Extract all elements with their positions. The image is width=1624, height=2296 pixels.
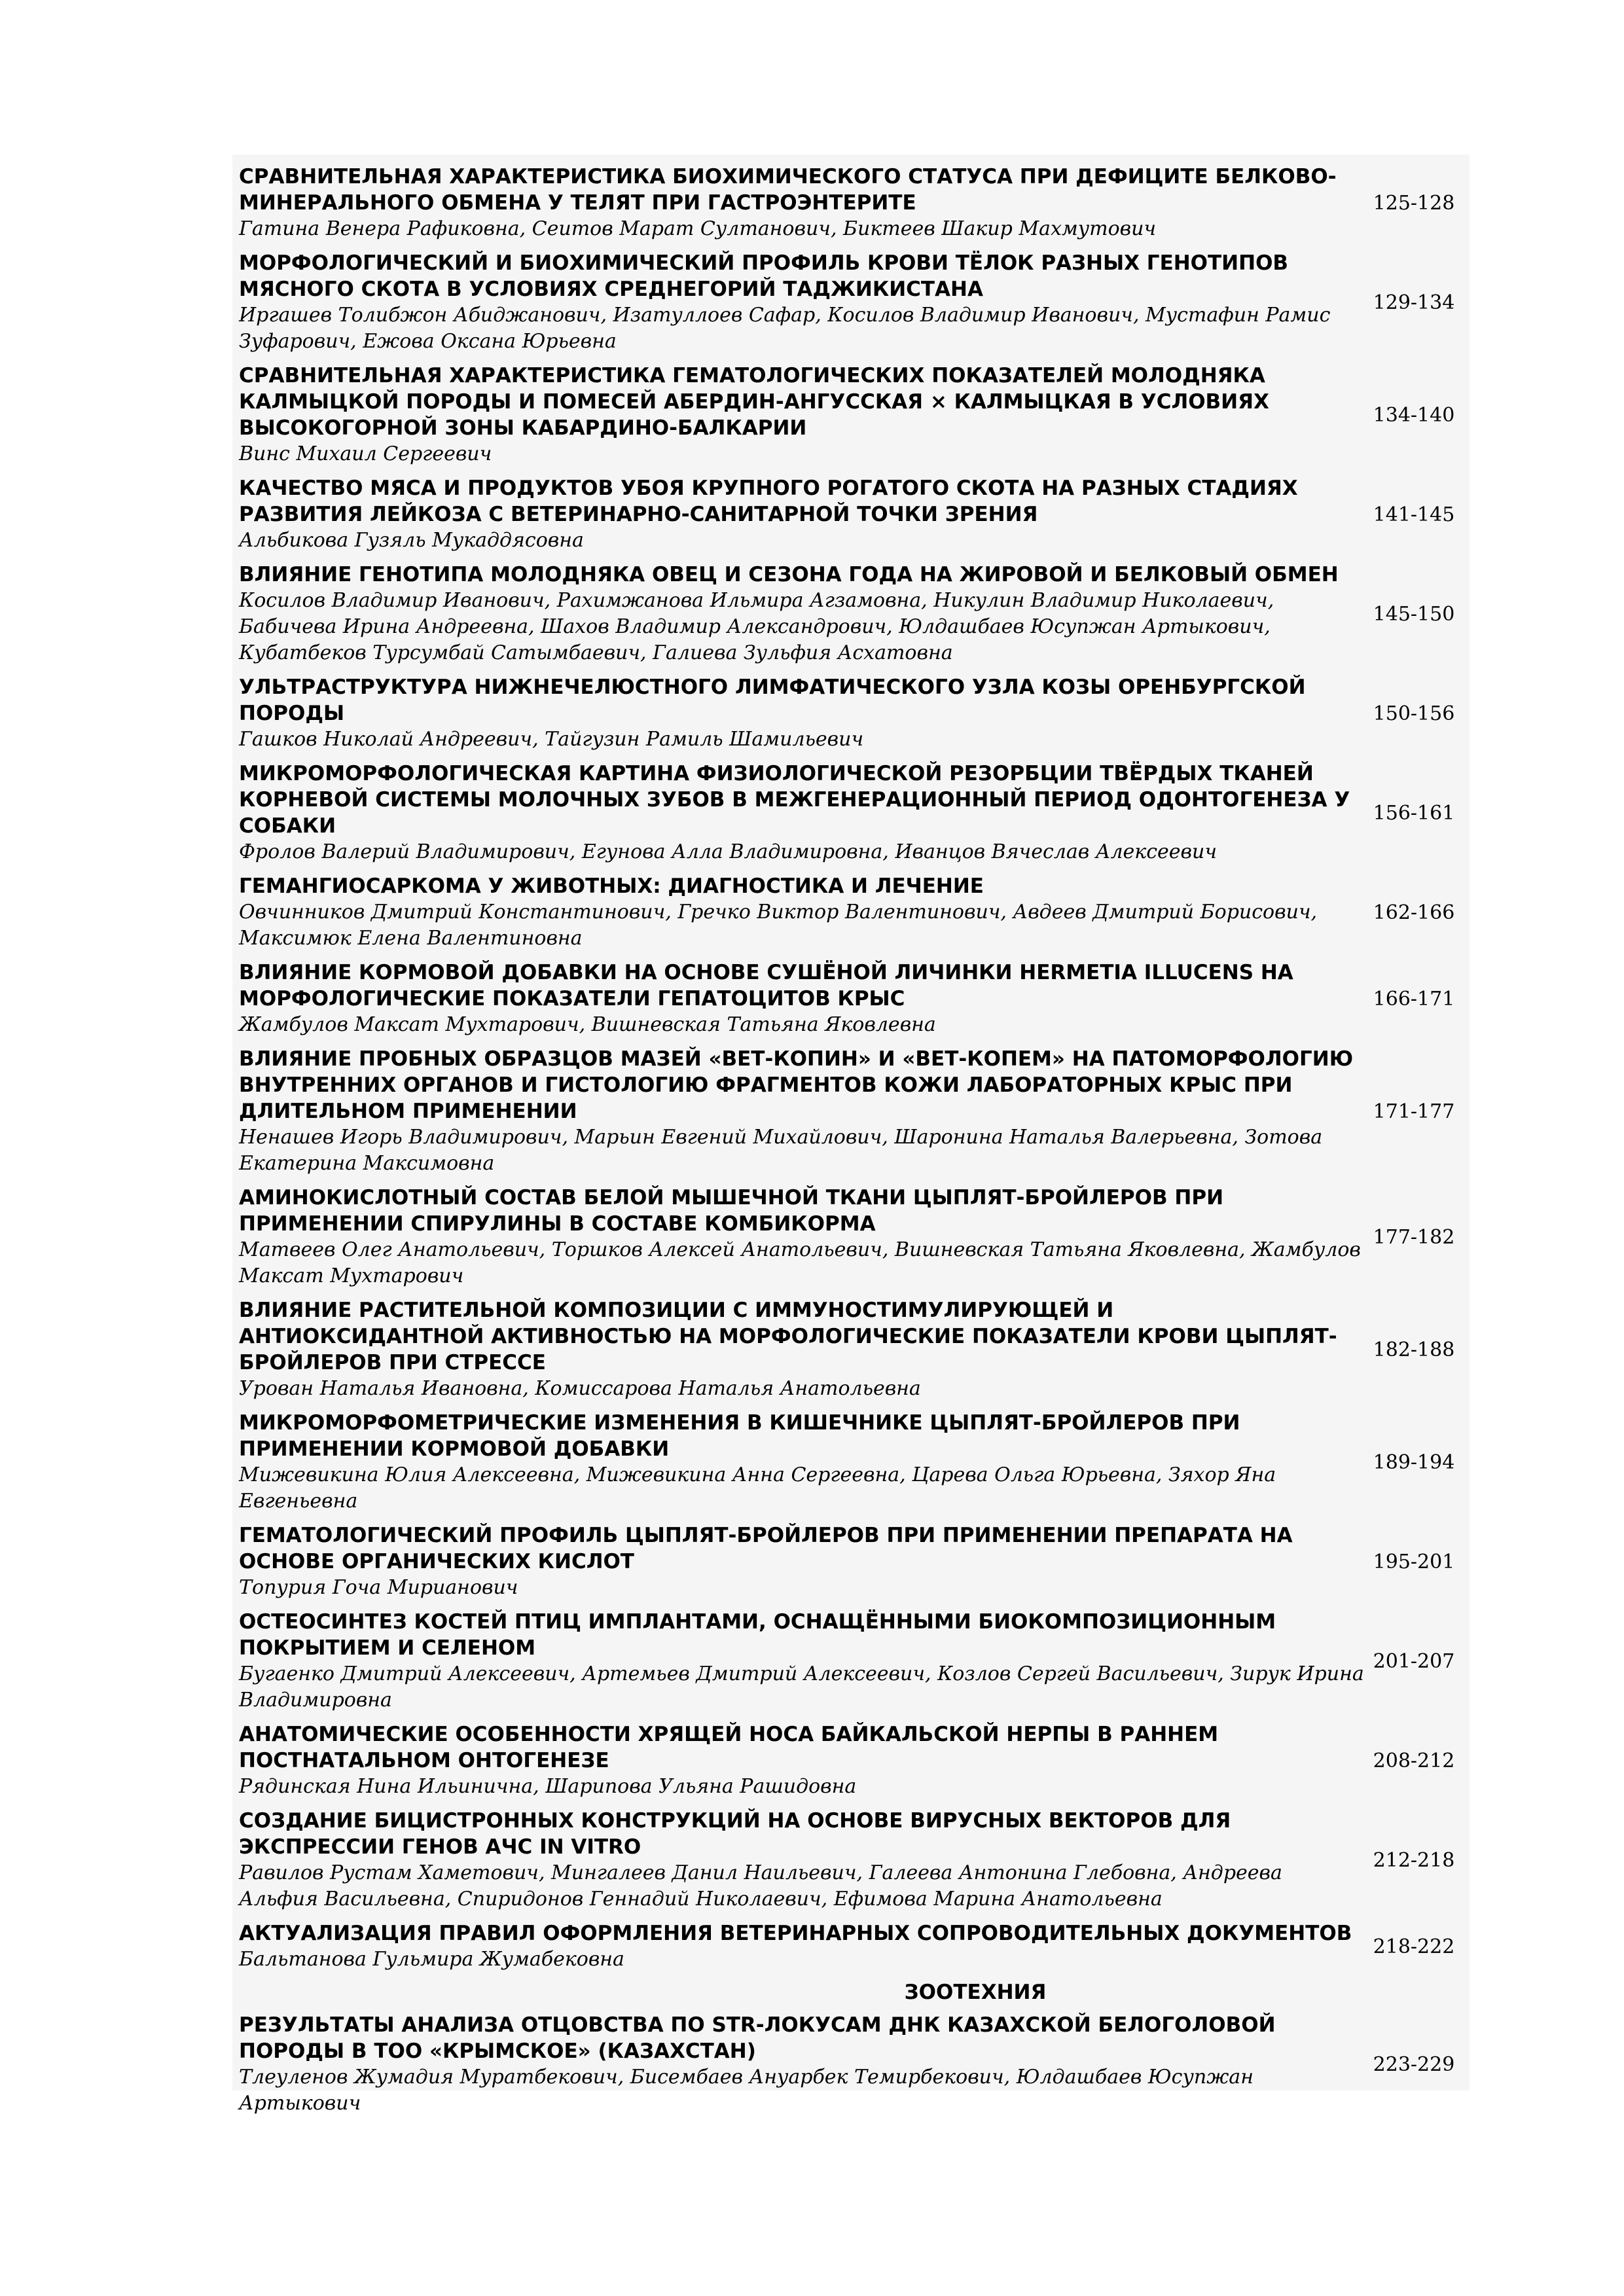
article-title: ВЛИЯНИЕ РАСТИТЕЛЬНОЙ КОМПОЗИЦИИ С ИММУНОСТИМУЛИРУЮЩЕЙ И АНТИОКСИДАНТНОЙ АКТИВНОСТЬЮ НА МОРФОЛОГИЧЕСКИЕ ПОКАЗАТЕЛИ КРОВИ ЦЫПЛЯТ-БРОЙЛЕРОВ ПРИ СТРЕССЕ (239, 1299, 1337, 1374)
section-entries (239, 2012, 1463, 2117)
article-authors: Иргашев Толибжон Абиджанович, Изатуллоев Сафар, Косилов Владимир Иванович, Мустафин Рамис Зуфарович, Ежова Оксана Юрьевна (239, 304, 1331, 353)
page-range: 162-166 (1373, 901, 1455, 924)
toc-entry (239, 475, 1463, 554)
toc-entry-text (239, 1808, 1365, 1912)
toc-entry-text (239, 960, 1365, 1038)
article-authors: Альбикова Гузяль Мукаддясовна (239, 529, 584, 552)
toc-entry-text (239, 1297, 1365, 1402)
article-title: КАЧЕСТВО МЯСА И ПРОДУКТОВ УБОЯ КРУПНОГО РОГАТОГО СКОТА НА РАЗНЫХ СТАДИЯХ РАЗВИТИЯ ЛЕЙКОЗА С ВЕТЕРИНАРНО-САНИТАРНОЙ ТОЧКИ ЗРЕНИЯ (239, 476, 1298, 526)
toc-entry-text (239, 674, 1365, 753)
article-title: АМИНОКИСЛОТНЫЙ СОСТАВ БЕЛОЙ МЫШЕЧНОЙ ТКАНИ ЦЫПЛЯТ-БРОЙЛЕРОВ ПРИ ПРИМЕНЕНИИ СПИРУЛИНЫ В СОСТАВЕ КОМБИКОРМА (239, 1186, 1224, 1236)
page-range: 150-156 (1373, 702, 1455, 725)
article-authors: Фролов Валерий Владимирович, Егунова Алла Владимировна, Иванцов Вячеслав Алексеевич (239, 840, 1217, 863)
toc-entry (239, 562, 1463, 666)
toc-entry (239, 761, 1463, 865)
toc-entry (239, 1920, 1463, 1973)
page-range: 141-145 (1373, 503, 1455, 526)
toc-entry-text (239, 475, 1365, 554)
article-authors: Топурия Гоча Мирианович (239, 1576, 518, 1599)
page-range: 201-207 (1373, 1649, 1455, 1673)
page-range: 195-201 (1373, 1550, 1455, 1573)
page-range: 212-218 (1373, 1848, 1455, 1872)
toc-entry-text (239, 873, 1365, 952)
toc-entry-text (239, 164, 1365, 242)
toc-entry-text (239, 1185, 1365, 1289)
toc-entry-text (239, 363, 1365, 467)
page-range: 208-212 (1373, 1749, 1455, 1772)
article-authors: Тлеуленов Жумадия Муратбекович, Бисембаев Ануарбек Темирбекович, Юлдашбаев Юсупжан Артыкович (239, 2066, 1254, 2115)
toc-entry (239, 1297, 1463, 1402)
toc-entry (239, 1808, 1463, 1912)
page-range: 177-182 (1373, 1225, 1455, 1249)
page-range: 171-177 (1373, 1100, 1455, 1123)
article-title: МИКРОМОРФОМЕТРИЧЕСКИЕ ИЗМЕНЕНИЯ В КИШЕЧНИКЕ ЦЫПЛЯТ-БРОЙЛЕРОВ ПРИ ПРИМЕНЕНИИ КОРМОВОЙ ДОБАВКИ (239, 1411, 1240, 1461)
article-authors: Винс Михаил Сергеевич (239, 442, 492, 465)
table-of-contents (239, 164, 1463, 2125)
article-title: ГЕМАТОЛОГИЧЕСКИЙ ПРОФИЛЬ ЦЫПЛЯТ-БРОЙЛЕРОВ ПРИ ПРИМЕНЕНИИ ПРЕПАРАТА НА ОСНОВЕ ОРГАНИЧЕСКИХ КИСЛОТ (239, 1524, 1293, 1573)
page-range: 129-134 (1373, 291, 1455, 314)
article-authors: Жамбулов Максат Мухтарович, Вишневская Татьяна Яковлевна (239, 1013, 936, 1036)
toc-entry-text (239, 1920, 1365, 1973)
article-authors: Ненашев Игорь Владимирович, Марьин Евгений Михайлович, Шаронина Наталья Валерьевна, Зотова Екатерина Максимовна (239, 1126, 1323, 1175)
page-range: 166-171 (1373, 987, 1455, 1011)
article-title: РЕЗУЛЬТАТЫ АНАЛИЗА ОТЦОВСТВА ПО STR-ЛОКУСАМ ДНК КАЗАХСКОЙ БЕЛОГОЛОВОЙ ПОРОДЫ В ТОО «КРЫМСКОЕ» (КАЗАХСТАН) (239, 2013, 1276, 2063)
toc-entry (239, 1522, 1463, 1601)
toc-entry-text (239, 2012, 1365, 2117)
article-title: ВЛИЯНИЕ КОРМОВОЙ ДОБАВКИ НА ОСНОВЕ СУШЁНОЙ ЛИЧИНКИ HERMETIA ILLUCENS НА МОРФОЛОГИЧЕСКИЕ ПОКАЗАТЕЛИ ГЕПАТОЦИТОВ КРЫС (239, 961, 1293, 1011)
article-title: СРАВНИТЕЛЬНАЯ ХАРАКТЕРИСТИКА ГЕМАТОЛОГИЧЕСКИХ ПОКАЗАТЕЛЕЙ МОЛОДНЯКА КАЛМЫЦКОЙ ПОРОДЫ И ПОМЕСЕЙ АБЕРДИН-АНГУССКАЯ × КАЛМЫЦКАЯ В УСЛОВИЯХ ВЫСОКОГОРНОЙ ЗОНЫ КАБАРДИНО-БАЛКАРИИ (239, 364, 1269, 440)
article-authors: Бугаенко Дмитрий Алексеевич, Артемьев Дмитрий Алексеевич, Козлов Сергей Васильевич, Зирук Ирина Владимировна (239, 1662, 1364, 1712)
page-range: 218-222 (1373, 1935, 1455, 1958)
article-title: СРАВНИТЕЛЬНАЯ ХАРАКТЕРИСТИКА БИОХИМИЧЕСКОГО СТАТУСА ПРИ ДЕФИЦИТЕ БЕЛКОВО-МИНЕРАЛЬНОГО ОБМЕНА У ТЕЛЯТ ПРИ ГАСТРОЭНТЕРИТЕ (239, 165, 1337, 215)
toc-entry (239, 1410, 1463, 1515)
article-title: ВЛИЯНИЕ ГЕНОТИПА МОЛОДНЯКА ОВЕЦ И СЕЗОНА ГОДА НА ЖИРОВОЙ И БЕЛКОВЫЙ ОБМЕН (239, 563, 1339, 586)
article-authors: Урован Наталья Ивановна, Комиссарова Наталья Анатольевна (239, 1377, 921, 1400)
toc-entry (239, 1046, 1463, 1177)
article-title: МОРФОЛОГИЧЕСКИЙ И БИОХИМИЧЕСКИЙ ПРОФИЛЬ КРОВИ ТЁЛОК РАЗНЫХ ГЕНОТИПОВ МЯСНОГО СКОТА В УСЛОВИЯХ СРЕДНЕГОРИЙ ТАДЖИКИСТАНА (239, 251, 1289, 301)
toc-entry (239, 960, 1463, 1038)
toc-entry-text (239, 761, 1365, 865)
section-heading: ЗООТЕХНИЯ (904, 1981, 1047, 2004)
toc-entry (239, 363, 1463, 467)
article-authors: Равилов Рустам Хаметович, Мингалеев Данил Наильевич, Галеева Антонина Глебовна, Андреева Альфия Васильевна, Спиридонов Геннадий Николаевич, Ефимова Марина Анатольевна (239, 1861, 1282, 1910)
article-authors: Бальтанова Гульмира Жумабековна (239, 1948, 624, 1971)
article-title: УЛЬТРАСТРУКТУРА НИЖНЕЧЕЛЮСТНОГО ЛИМФАТИЧЕСКОГО УЗЛА КОЗЫ ОРЕНБУРГСКОЙ ПОРОДЫ (239, 675, 1306, 725)
toc-entry-text (239, 1609, 1365, 1713)
article-title: СОЗДАНИЕ БИЦИСТРОННЫХ КОНСТРУКЦИЙ НА ОСНОВЕ ВИРУСНЫХ ВЕКТОРОВ ДЛЯ ЭКСПРЕССИИ ГЕНОВ АЧС IN VITRO (239, 1809, 1231, 1859)
toc-entry-text (239, 1522, 1365, 1601)
toc-entry (239, 164, 1463, 242)
toc-entry (239, 674, 1463, 753)
page-range: 134-140 (1373, 403, 1455, 427)
page-range: 189-194 (1373, 1450, 1455, 1474)
page-range: 145-150 (1373, 602, 1455, 626)
toc-entry-text (239, 1410, 1365, 1515)
article-title: МИКРОМОРФОЛОГИЧЕСКАЯ КАРТИНА ФИЗИОЛОГИЧЕСКОЙ РЕЗОРБЦИИ ТВЁРДЫХ ТКАНЕЙ КОРНЕВОЙ СИСТЕМЫ МОЛОЧНЫХ ЗУБОВ В МЕЖГЕНЕРАЦИОННЫЙ ПЕРИОД ОДОНТОГЕНЕЗА У СОБАКИ (239, 762, 1350, 838)
article-authors: Гатина Венера Рафиковна, Сеитов Марат Султанович, Биктеев Шакир Махмутович (239, 217, 1157, 240)
toc-entries (239, 164, 1463, 1973)
toc-entry (239, 250, 1463, 355)
toc-entry-text (239, 562, 1365, 666)
toc-entry (239, 1185, 1463, 1289)
article-authors: Мижевикина Юлия Алексеевна, Мижевикина Анна Сергеевна, Царева Ольга Юрьевна, Зяхор Яна Евгеньевна (239, 1463, 1276, 1513)
article-authors: Рядинская Нина Ильинична, Шарипова Ульяна Рашидовна (239, 1775, 857, 1798)
article-authors: Косилов Владимир Иванович, Рахимжанова Ильмира Агзамовна, Никулин Владимир Николаевич, Бабичева Ирина Андреевна, Шахов Владимир Александрович, Юлдашбаев Юсупжан Артыкович, Кубатбеков Турсумбай Сатымбаевич, Галиева Зульфия Асхатовна (239, 589, 1274, 664)
toc-entry (239, 1721, 1463, 1800)
article-title: АКТУАЛИЗАЦИЯ ПРАВИЛ ОФОРМЛЕНИЯ ВЕТЕРИНАРНЫХ СОПРОВОДИТЕЛЬНЫХ ДОКУМЕНТОВ (239, 1922, 1352, 1945)
toc-entry (239, 873, 1463, 952)
page-range: 125-128 (1373, 191, 1455, 215)
toc-entry-text (239, 1721, 1365, 1800)
article-title: АНАТОМИЧЕСКИЕ ОСОБЕННОСТИ ХРЯЩЕЙ НОСА БАЙКАЛЬСКОЙ НЕРПЫ В РАННЕМ ПОСТНАТАЛЬНОМ ОНТОГЕНЕЗЕ (239, 1723, 1219, 1772)
article-authors: Матвеев Олег Анатольевич, Торшков Алексей Анатольевич, Вишневская Татьяна Яковлевна, Жамбулов Максат Мухтарович (239, 1238, 1361, 1287)
page-range: 182-188 (1373, 1338, 1455, 1361)
article-title: ВЛИЯНИЕ ПРОБНЫХ ОБРАЗЦОВ МАЗЕЙ «ВЕТ-КОПИН» И «ВЕТ-КОПЕМ» НА ПАТОМОРФОЛОГИЮ ВНУТРЕННИХ ОРГАНОВ И ГИСТОЛОГИЮ ФРАГМЕНТОВ КОЖИ ЛАБОРАТОРНЫХ КРЫС ПРИ ДЛИТЕЛЬНОМ ПРИМЕНЕНИИ (239, 1047, 1354, 1123)
page-range: 223-229 (1373, 2053, 1455, 2076)
article-authors: Овчинников Дмитрий Константинович, Гречко Виктор Валентинович, Авдеев Дмитрий Борисович, Максимюк Елена Валентиновна (239, 901, 1318, 950)
toc-entry (239, 2012, 1463, 2117)
toc-entry (239, 1609, 1463, 1713)
page-range: 156-161 (1373, 801, 1455, 825)
article-authors: Гашков Николай Андреевич, Тайгузин Рамиль Шамильевич (239, 728, 864, 751)
toc-sheet (232, 154, 1470, 2115)
article-title: ОСТЕОСИНТЕЗ КОСТЕЙ ПТИЦ ИМПЛАНТАМИ, ОСНАЩЁННЫМИ БИОКОМПОЗИЦИОННЫМ ПОКРЫТИЕМ И СЕЛЕНОМ (239, 1610, 1276, 1660)
toc-entry-text (239, 250, 1365, 355)
toc-entry-text (239, 1046, 1365, 1177)
article-title: ГЕМАНГИОСАРКОМА У ЖИВОТНЫХ: ДИАГНОСТИКА И ЛЕЧЕНИЕ (239, 874, 984, 898)
